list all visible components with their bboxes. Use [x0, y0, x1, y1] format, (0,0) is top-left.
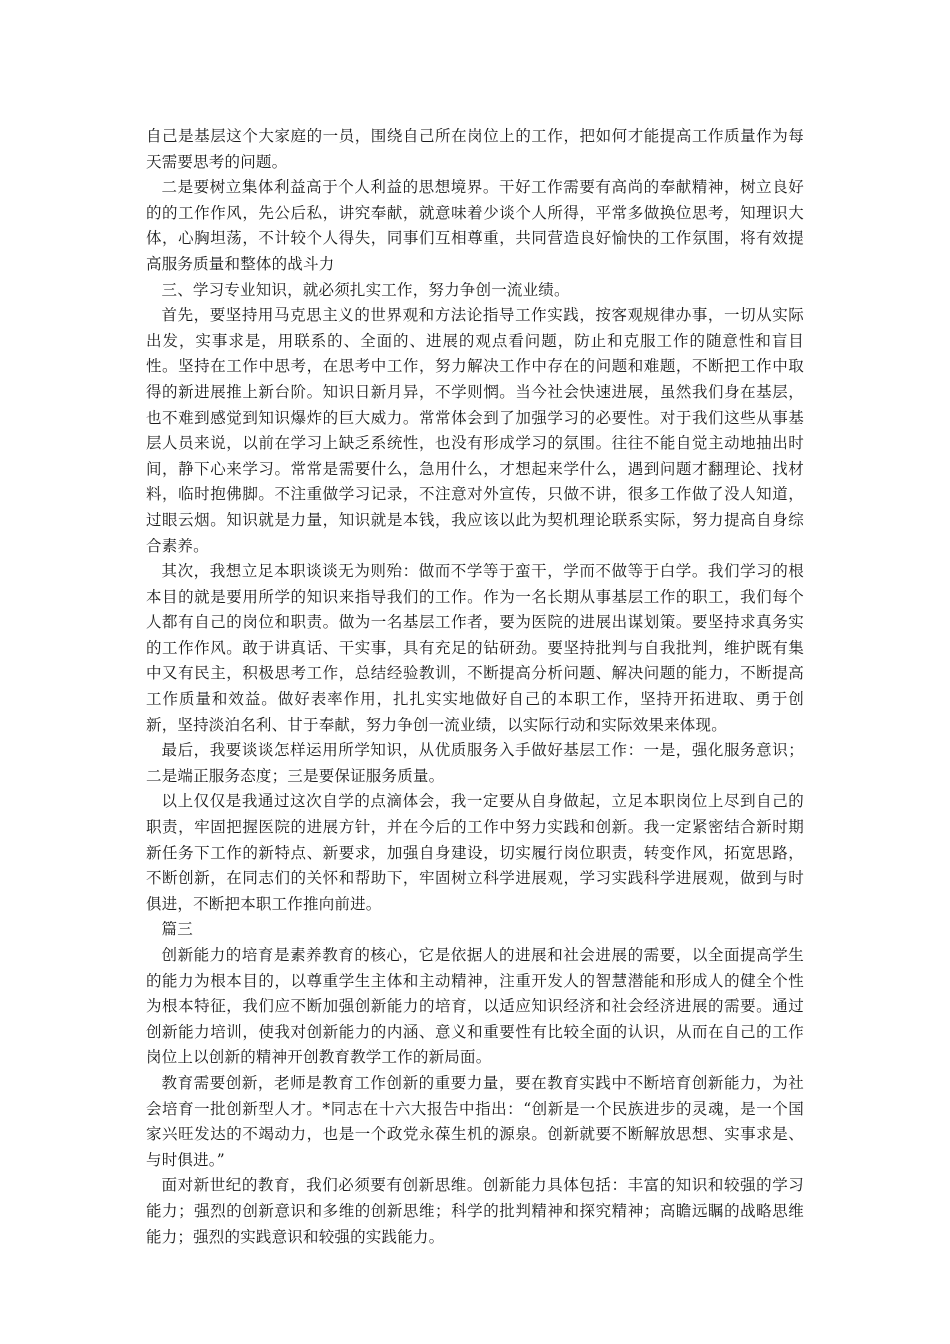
paragraph-4: 首先，要坚持用马克思主义的世界观和方法论指导工作实践，按客观规律办事，一切从实际出发，实事求是，用联系的、全面的、进展的观点看问题，防止和克服工作的随意性和盲目性。坚持在工作中思考，在思考中工作，努力解决工作中存在的问题和难题，不断把工作中取得的新进展推上新台阶。知识日新月异，不学则惘。当今社会快速进展，虽然我们身在基层，也不难到感觉到知识爆炸的巨大威力。常常体会到了加强学习的必要性。对于我们这些从事基层人员来说，以前在学习上缺乏系统性，也没有形成学习的氛围。往往不能自觉主动地抽出时间，静下心来学习。常常是需要什么，急用什么，才想起来学什么，遇到问题才翻理论、找材料，临时抱佛脚。不注重做学习记录，不注意对外宣传，只做不讲，很多工作做了没人知道，过眼云烟。知识就是力量，知识就是本钱，我应该以此为契机理论联系实际，努力提高自身综合素养。	[146, 306, 804, 555]
paragraph-10: 教育需要创新，老师是教育工作创新的重要力量，要在教育实践中不断培育创新能力，为社会培育一批创新型人才。*同志在十六大报告中指出：“创新是一个民族进步的灵魂，是一个国家兴旺发达的不竭动力，也是一个政党永葆生机的源泉。创新就要不断解放思想、实事求是、与时俱进。”	[146, 1073, 804, 1169]
paragraph-7: 以上仅仅是我通过这次自学的点滴体会，我一定要从自身做起，立足本职岗位上尽到自己的职责，牢固把握医院的进展方针，并在今后的工作中努力实践和创新。我一定紧密结合新时期新任务下工作的新特点、新要求，加强自身建设，切实履行岗位职责，转变作风，拓宽思路，不断创新，在同志们的关怀和帮助下，牢固树立科学进展观，学习实践科学进展观，做到与时俱进，不断把本职工作推向前进。	[146, 792, 804, 913]
paragraph-3-section-heading: 三、学习专业知识，就必须扎实工作，努力争创一流业绩。	[161, 280, 570, 299]
paragraph-5: 其次，我想立足本职谈谈无为则殆：做而不学等于蛮干，学而不做等于白学。我们学习的根本目的就是要用所学的知识来指导我们的工作。作为一名长期从事基层工作的职工，我们每个人都有自己的岗位和职责。做为一名基层工作者，要为医院的进展出谋划策。要坚持求真务实的工作作风。敢于讲真话、干实事，具有充足的钻研劲。要坚持批判与自我批判，维护既有集中又有民主，积极思考工作，总结经验教训，不断提高分析问题、解决问题的能力，不断提高工作质量和效益。做好表率作用，扎扎实实地做好自己的本职工作，坚持开拓进取、勇于创新，坚持淡泊名利、甘于奉献，努力争创一流业绩，以实际行动和实际效果来体现。	[146, 562, 804, 734]
paragraph-6: 最后，我要谈谈怎样运用所学知识，从优质服务入手做好基层工作：一是，强化服务意识；二是端正服务态度；三是要保证服务质量。	[146, 741, 804, 785]
paragraph-1: 自己是基层这个大家庭的一员，围绕自己所在岗位上的工作，把如何才能提高工作质量作为每天需要思考的问题。	[146, 127, 804, 171]
paragraph-11: 面对新世纪的教育，我们必须要有创新思维。创新能力具体包括：丰富的知识和较强的学习能力；强烈的创新意识和多维的创新思维；科学的批判精神和探究精神；高瞻远瞩的战略思维能力；强烈的实践意识和较强的实践能力。	[146, 1176, 804, 1246]
document-body	[146, 124, 804, 1250]
paragraph-9: 创新能力的培育是素养教育的核心，它是依据人的进展和社会进展的需要，以全面提高学生的能力为根本目的，以尊重学生主体和主动精神，注重开发人的智慧潜能和形成人的健全个性为根本特征，我们应不断加强创新能力的培育，以适应知识经济和社会经济进展的需要。通过创新能力培训，使我对创新能力的内涵、意义和重要性有比较全面的认识，从而在自己的工作岗位上以创新的精神开创教育教学工作的新局面。	[146, 946, 804, 1067]
paragraph-8-part-heading: 篇三	[161, 920, 193, 939]
paragraph-2: 二是要树立集体利益高于个人利益的思想境界。干好工作需要有高尚的奉献精神，树立良好的的工作作风，先公后私，讲究奉献，就意味着少谈个人所得，平常多做换位思考，知理识大体，心胸坦荡，不计较个人得失，同事们互相尊重，共同营造良好愉快的工作氛围，将有效提高服务质量和整体的战斗力	[146, 178, 804, 273]
